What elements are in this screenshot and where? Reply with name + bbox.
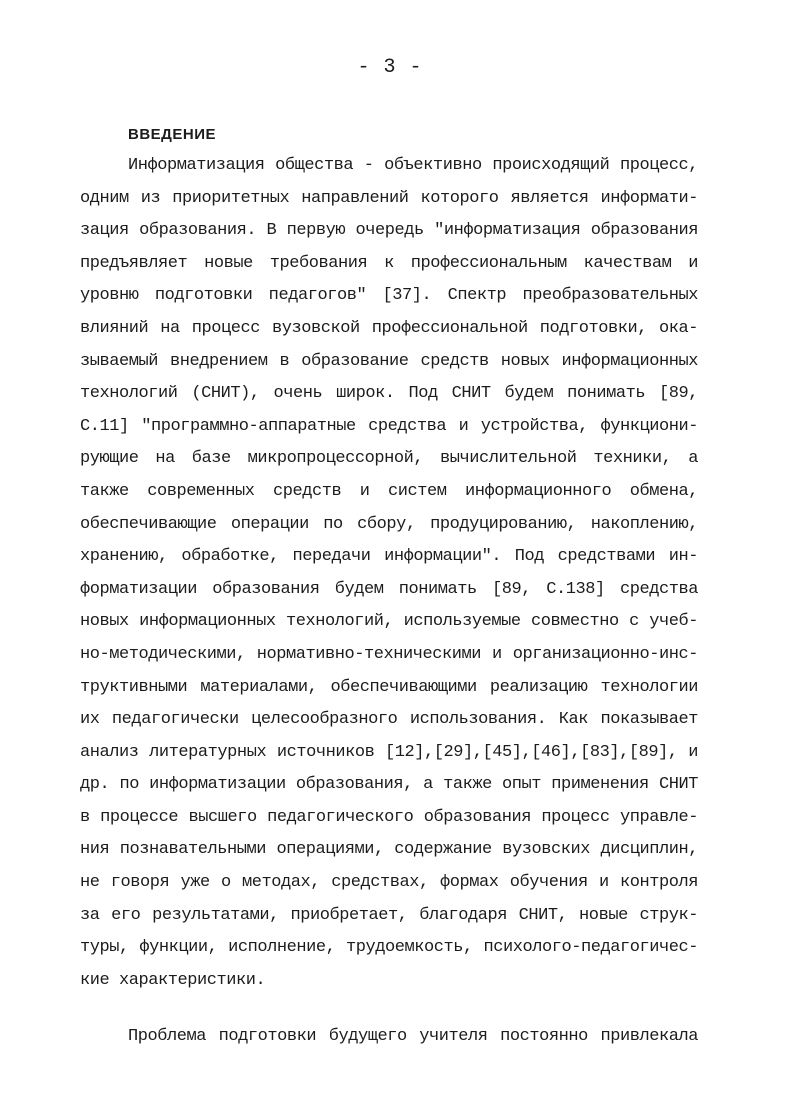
- text-line: С.11] "программно-аппаратные средства и устройства, функциони-: [80, 416, 698, 436]
- text-line: ния познавательными операциями, содержание вузовских дисциплин,: [80, 840, 698, 860]
- text-line: Информатизация общества - объективно происходящий процесс,: [128, 156, 698, 175]
- text-line: также современных средств и систем информационного обмена,: [80, 481, 698, 501]
- text-line: но-методическими, нормативно-техническими и организационно-инс-: [80, 644, 698, 664]
- text-line: форматизации образования будем понимать [89, С.138] средства: [80, 579, 698, 599]
- text-line: хранению, обработке, передачи информации". Под средствами ин-: [80, 547, 698, 567]
- text-line: анализ литературных источников [12],[29],[45],[46],[83],[89], и: [80, 742, 698, 762]
- text-line: влияний на процесс вузовской профессиональной подготовки, ока-: [80, 318, 698, 338]
- paragraph-2: [80, 1021, 698, 1054]
- text-line: др. по информатизации образования, а также опыт применения СНИТ: [80, 775, 698, 795]
- text-line: предъявляет новые требования к профессиональным качествам и: [80, 253, 698, 273]
- text-line: Проблема подготовки будущего учителя постоянно привлекала: [128, 1027, 698, 1047]
- text-line: труктивными материалами, обеспечивающими реализацию технологии: [80, 677, 698, 697]
- text-line: зываемый внедрением в образование средств новых информационных: [80, 351, 698, 371]
- page-number: - 3 -: [357, 56, 423, 79]
- text-line: рующие на базе микропроцессорной, вычислительной техники, а: [80, 449, 698, 469]
- text-line: новых информационных технологий, используемые совместно с учеб-: [80, 612, 698, 632]
- text-line: зация образования. В первую очередь "информатизация образования: [80, 221, 698, 241]
- section-heading: ВВЕДЕНИЕ: [128, 126, 216, 143]
- text-line: одним из приоритетных направлений которого является информати-: [80, 188, 698, 208]
- paragraph-1: [80, 150, 698, 997]
- text-line: за его результатами, приобретает, благодаря СНИТ, новые струк-: [80, 905, 698, 925]
- text-line: в процессе высшего педагогического образования процесс управле-: [80, 807, 698, 827]
- text-line: их педагогически целесообразного использования. Как показывает: [80, 710, 698, 730]
- text-line: кие характеристики.: [80, 970, 266, 990]
- paragraph-gap: [80, 997, 698, 1021]
- text-line: обеспечивающие операции по сбору, продуцированию, накоплению,: [80, 514, 698, 534]
- text-line: туры, функции, исполнение, трудоемкость, психолого-педагогичес-: [80, 938, 698, 958]
- text-line: уровню подготовки педагогов" [37]. Спектр преобразовательных: [80, 286, 698, 306]
- text-line: не говоря уже о методах, средствах, формах обучения и контроля: [80, 873, 698, 893]
- text-line: технологий (СНИТ), очень широк. Под СНИТ будем понимать [89,: [80, 384, 698, 404]
- body-text: [80, 150, 698, 1054]
